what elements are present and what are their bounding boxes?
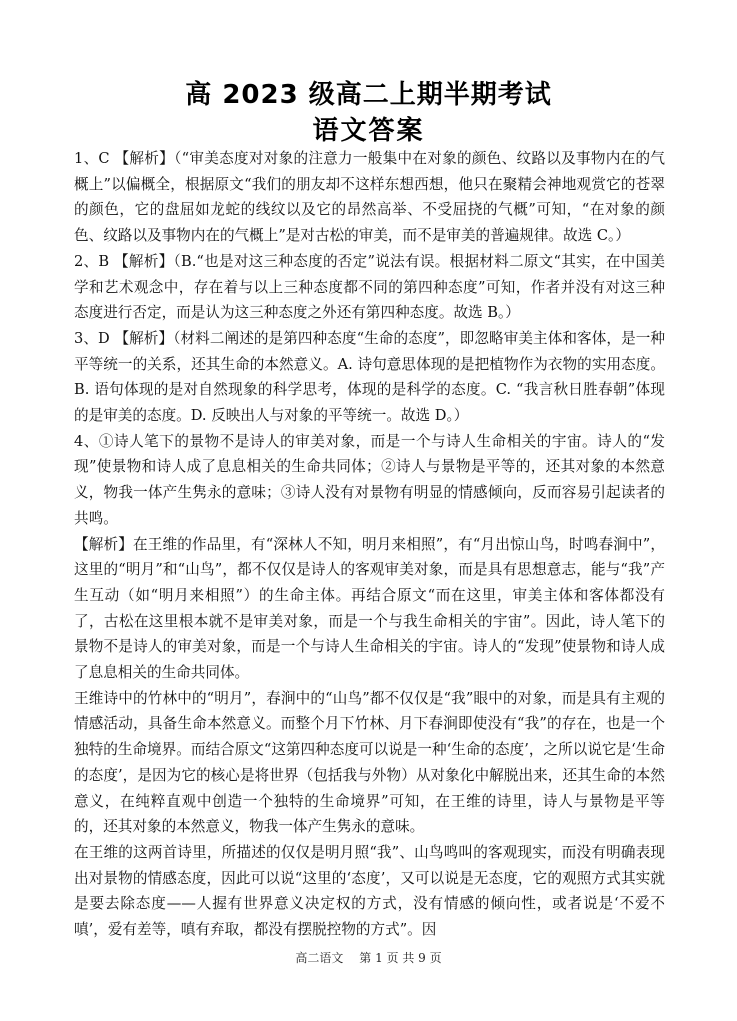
analysis-paragraph-2: 王维诗中的竹林中的“明月”，春涧中的“山鸟”都不仅仅是“我”眼中的对象，而是具有主观的情感活动，具备生命本然意义。而整个月下竹林、月下春涧即使没有“我”的存在，也是一个独特的生命境界。而结合原文“这第四种态度可以说是一种‘生命的态度’，之所以说它是‘生命的态度’，是因为它的核心是将世界（包括我与外物）从对象化中解脱出来，还其生命的本然意义，在纯粹直观中创造一个独特的生命境界”可知，在王维的诗里，诗人与景物是平等的，还其对象的本然意义，物我一体产生隽永的意味。 [74,689,665,836]
analysis-paragraph-1: 【解析】在王维的作品里，有“深林人不知，明月来相照”，有“月出惊山鸟，时鸣春涧中”，这里的“明月”和“山鸟”，都不仅仅是诗人的客观审美对象，而是具有思想意志，能与“我”产生互动（如“明月来相照”）的生命主体。再结合原文“而在这里，审美主体和客体都没有了，古松在这里根本就不是审美对象，而是一个与我生命相关的宇宙”。因此，诗人笔下的景物不是诗人的审美对象，而是一个与诗人生命相关的宇宙。诗人的“发现”使景物和诗人成了息息相关的生命共同体。 [74,535,665,682]
answer-subtitle: 语文答案 [312,116,425,146]
answer-paragraph-4: 4、①诗人笔下的景物不是诗人的审美对象，而是一个与诗人生命相关的宇宙。诗人的“发现”使景物和诗人成了息息相关的生命共同体；②诗人与景物是平等的，还其对象的本然意义，物我一体产生隽永的意味；③诗人没有对景物有明显的情感倾向，反而容易引起读者的共鸣。 [74,432,665,527]
answer-paragraph-3: 3、D 【解析】（材料二阐述的是第四种态度“生命的态度”，即忽略审美主体和客体，是一种平等统一的关系，还其生命的本然意义。A. 诗句意思体现的是把植物作为衣物的实用态度。B. 语句体现的是对自然现象的科学思考，体现的是科学的态度。C. “我言秋日胜春朝”体现的是审美的态度。D. 反映出人与对象的平等统一。故选 D。） [74,329,665,425]
answer-body [74,146,665,943]
footer-subject: 高二语文 [295,951,344,965]
footer-page-number: 第 1 页 共 9 页 [359,951,442,965]
page-footer [0,949,737,966]
answer-paragraph-1: 1、C 【解析】（“审美态度对对象的注意力一般集中在对象的颜色、纹路以及事物内在的气概上”以偏概全，根据原文“我们的朋友却不这样东想西想，他只在聚精会神地观赏它的苍翠的颜色，它的盘屈如龙蛇的线纹以及它的昂然高举、不受屈挠的气概”可知，“在对象的颜色、纹路以及事物内在的气概上”是对古松的审美，而不是审美的普遍规律。故选 C。） [74,150,665,245]
exam-title: 高 2023 级高二上期半期考试 [185,80,552,110]
analysis-paragraph-3: 在王维的这两首诗里，所描述的仅仅是明月照“我”、山鸟鸣叫的客观现实，而没有明确表现出对景物的情感态度，因此可以说“这里的‘态度’，又可以说是无态度，它的观照方式其实就是要去除态度——人握有世界意义决定权的方式，没有情感的倾向性，或者说是‘不爱不嗔’，爱有差等，嗔有弃取，都没有摆脱控物的方式”。因 [74,843,665,939]
answer-paragraph-2: 2、B 【解析】（B.“也是对这三种态度的否定”说法有误。根据材料二原文“其实，在中国美学和艺术观念中，存在着与以上三种态度都不同的第四种态度”可知，作者并没有对这三种态度进行否定，而是认为这三种态度之外还有第四种态度。故选 B。） [74,252,665,322]
